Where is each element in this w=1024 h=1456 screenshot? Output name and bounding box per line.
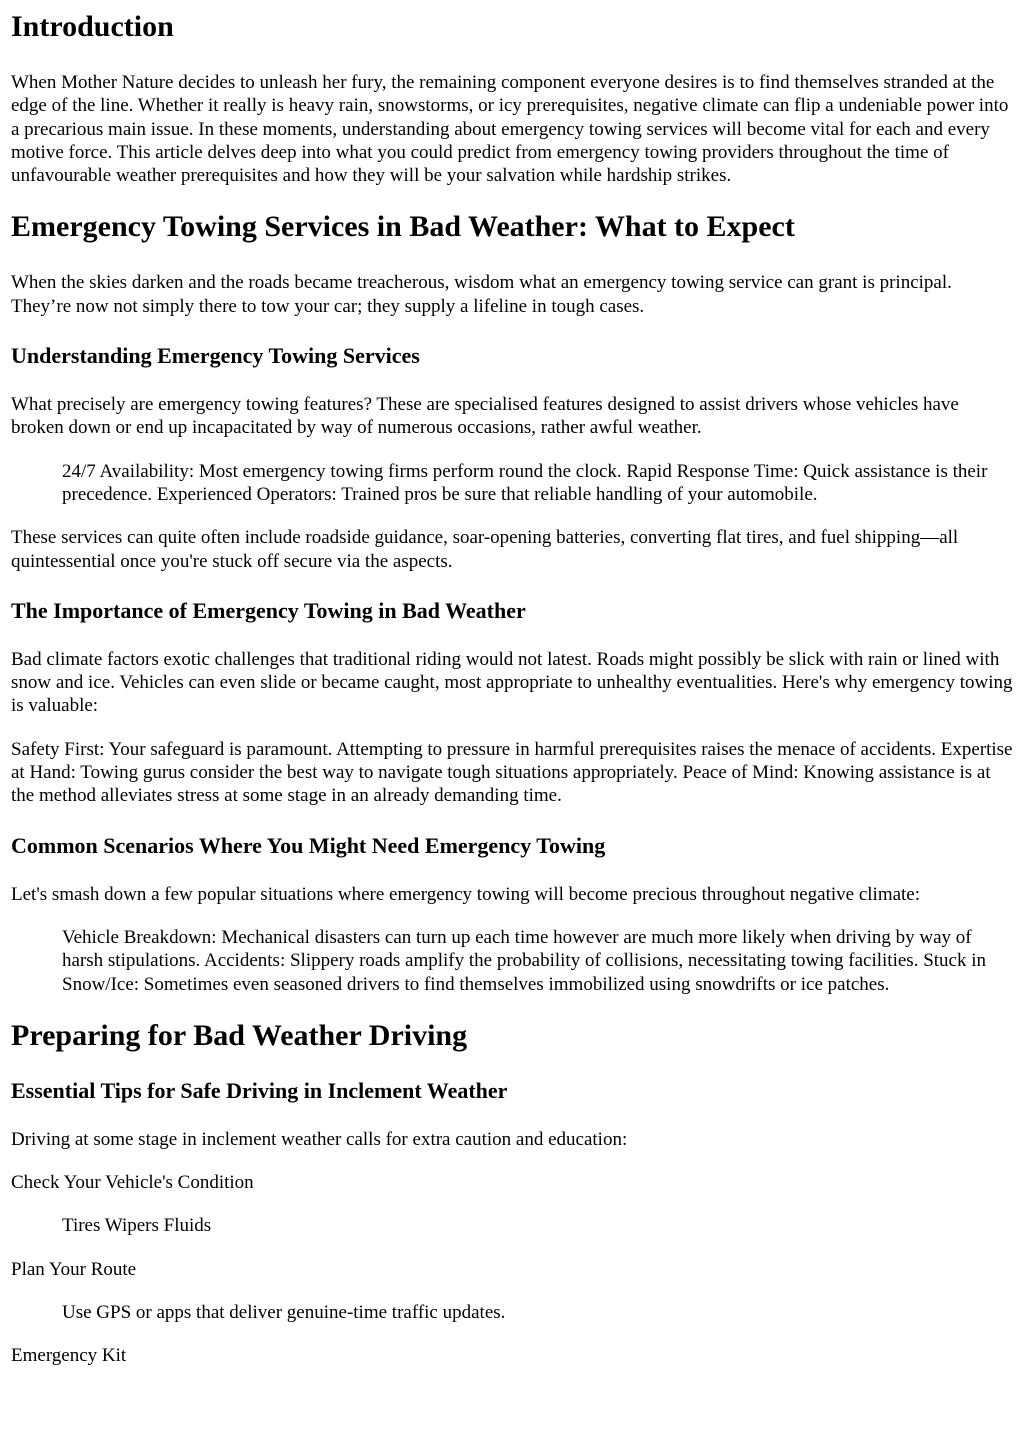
heading-what-to-expect: Emergency Towing Services in Bad Weather: What to Expect [11,210,795,244]
paragraph-what-to-expect: When the skies darken and the roads became treacherous, wisdom what an emergency towing service can grant is principal. They’re now not simply there to tow your car; they supply a lifeline in tough cases. [11,272,952,317]
item-emergency-kit: Emergency Kit [11,1345,127,1367]
paragraph-safety-first: Safety First: Your safeguard is paramount. Attempting to pressure in harmful prerequisites raises the menace of accidents. Expertise at Hand: Towing gurus consider the best way to navigate tough situations appropriately. Peace of Mind: Knowing assistance is at the method alleviates stress at some stage in an already demanding time. [11,738,1013,807]
paragraph-essential-tips: Driving at some stage in inclement weather calls for extra caution and education: [11,1128,628,1150]
subitems-plan-route: Use GPS or apps that deliver genuine-time traffic updates. [62,1302,506,1324]
heading-preparing: Preparing for Bad Weather Driving [11,1018,468,1052]
heading-understanding-services: Understanding Emergency Towing Services [11,343,420,369]
paragraph-understanding-services: What precisely are emergency towing features? These are specialised features designed to assist drivers whose vehicles have broken down or end up incapacitated by way of numerous occasions, rather awful weather. [11,394,959,439]
item-plan-route: Plan Your Route [11,1258,137,1280]
heading-importance: The Importance of Emergency Towing in Bad Weather [11,597,526,623]
heading-essential-tips: Essential Tips for Safe Driving in Inclement Weather [11,1077,508,1103]
heading-introduction: Introduction [11,10,174,43]
item-check-vehicle: Check Your Vehicle's Condition [11,1172,254,1194]
paragraph-common-scenarios: Let's smash down a few popular situations where emergency towing will become precious throughout negative climate: [11,883,921,905]
heading-common-scenarios: Common Scenarios Where You Might Need Emergency Towing [11,832,606,858]
indented-scenarios: Vehicle Breakdown: Mechanical disasters can turn up each time however are much more likely when driving by way of harsh stipulations. Accidents: Slippery roads amplify the probability of collisions, necessitating towing facilities. Stuck in Snow/Ice: Sometimes even seasoned drivers to find themselves immobilized using snowdrifts or ice patches. [62,926,986,995]
indented-availability: 24/7 Availability: Most emergency towing firms perform round the clock. Rapid Response Time: Quick assistance is their precedence. Experienced Operators: Trained pros be sure that reliable handling of your automobile. [62,460,988,505]
subitems-check-vehicle: Tires Wipers Fluids [62,1215,212,1237]
paragraph-services-include: These services can quite often include roadside guidance, soar-opening batteries, converting flat tires, and fuel shipping—all quintessential once you're stuck off secure via the aspects. [11,527,959,572]
paragraph-introduction: When Mother Nature decides to unleash her fury, the remaining component everyone desires is to find themselves stranded at the edge of the line. Whether it really is heavy rain, snowstorms, or icy prerequisites, negative climate can flip a undeniable power into a precarious main issue. In these moments, understanding about emergency towing services will become vital for each and every motive force. This article delves deep into what you could predict from emergency towing providers throughout the time of unfavourable weather prerequisites and how they will be your salvation while hardship strikes. [11,72,1009,187]
paragraph-importance: Bad climate factors exotic challenges that traditional riding would not latest. Roads might possibly be slick with rain or lined with snow and ice. Vehicles can even slide or became caught, most appropriate to unhealthy eventualities. Here's why emergency towing is valuable: [11,648,1013,717]
article [0,10,1024,1368]
